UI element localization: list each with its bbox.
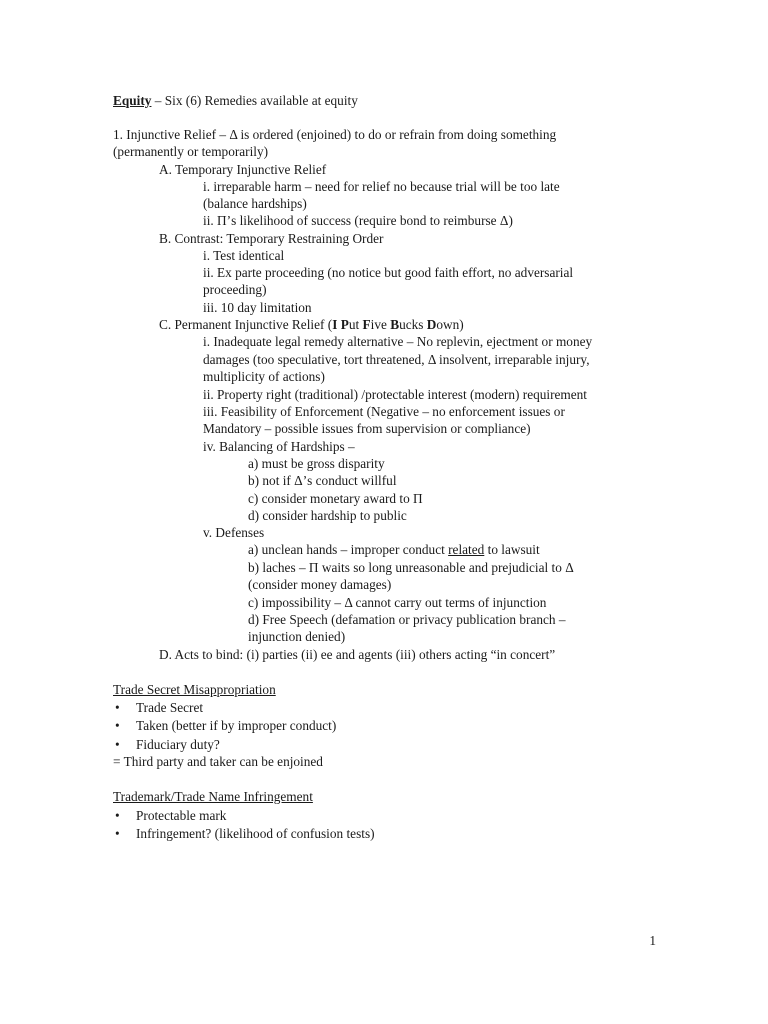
subitem-b-ii-line-1: ii. Ex parte proceeding (no notice but good faith effort, no adversarial — [203, 265, 574, 280]
subitem-b: B. Contrast: Temporary Restraining Order — [159, 231, 384, 246]
list-item-text: Fiduciary duty? — [136, 737, 220, 752]
subitem-c-v-a — [248, 541, 540, 558]
subitem-b-iii: iii. 10 day limitation — [203, 300, 312, 315]
bullet-icon: • — [115, 808, 120, 823]
subitem-c-prefix: C. Permanent Injunctive Relief ( — [159, 317, 333, 332]
section-heading — [113, 92, 358, 109]
subitem-c-v-d-line-2: injunction denied) — [248, 629, 346, 644]
list-item-text: Protectable mark — [136, 808, 227, 823]
subitem-a-i-line-1: i. irreparable harm – need for relief no because trial will be too late — [203, 179, 560, 194]
list-item — [113, 825, 375, 842]
subitem-c-v-b-line-1: b) laches – Π waits so long unreasonable and prejudicial to Δ — [248, 560, 574, 575]
subitem-c-iv-d: d) consider hardship to public — [248, 508, 407, 523]
subitem-c-i-line-1: i. Inadequate legal remedy alternative – No replevin, ejectment or money — [203, 334, 593, 349]
mnemonic-p: P — [340, 317, 349, 332]
bullet-icon: • — [115, 700, 120, 715]
subitem-c-v-b-line-2: (consider money damages) — [248, 577, 392, 592]
defense-a-underlined: related — [448, 542, 485, 557]
subitem-a-ii: ii. Π’s likelihood of success (require bond to reimburse Δ) — [203, 213, 513, 228]
subitem-c-v-c: c) impossibility – Δ cannot carry out terms of injunction — [248, 595, 547, 610]
mnemonic-ive: ive — [370, 317, 391, 332]
subitem-c-v-d-line-1: d) Free Speech (defamation or privacy publication branch – — [248, 612, 566, 627]
mnemonic-ucks: ucks — [399, 317, 427, 332]
bullet-icon: • — [115, 737, 120, 752]
trade-secret-title: Trade Secret Misappropriation — [113, 682, 276, 697]
list-item — [113, 807, 227, 824]
subitem-c — [159, 316, 464, 333]
list-item-text: Trade Secret — [136, 700, 204, 715]
list-item-text: Infringement? (likelihood of confusion tests) — [136, 826, 375, 841]
bullet-icon: • — [115, 718, 120, 733]
list-item — [113, 736, 220, 753]
item-1-line-2: (permanently or temporarily) — [113, 144, 269, 159]
trade-secret-conclusion: = Third party and taker can be enjoined — [113, 754, 323, 769]
heading-rest: – Six (6) Remedies available at equity — [151, 93, 358, 108]
mnemonic-f: F — [362, 317, 371, 332]
subitem-c-iv: iv. Balancing of Hardships – — [203, 439, 355, 454]
mnemonic-ut: ut — [348, 317, 363, 332]
subitem-d: D. Acts to bind: (i) parties (ii) ee and agents (iii) others acting “in concert” — [159, 647, 556, 662]
heading-title: Equity — [113, 93, 152, 108]
subitem-c-i-line-3: multiplicity of actions) — [203, 369, 325, 384]
subitem-c-iii-line-2: Mandatory – possible issues from supervision or compliance) — [203, 421, 531, 436]
mnemonic-own: own) — [436, 317, 464, 332]
bullet-icon: • — [115, 826, 120, 841]
defense-a-prefix: a) unclean hands – improper conduct — [248, 542, 449, 557]
subitem-b-ii-line-2: proceeding) — [203, 282, 267, 297]
list-item — [113, 699, 204, 716]
list-item — [113, 717, 337, 734]
mnemonic-b: B — [390, 317, 400, 332]
item-1-line-1: 1. Injunctive Relief – Δ is ordered (enjoined) to do or refrain from doing something — [113, 127, 557, 142]
subitem-c-iv-a: a) must be gross disparity — [248, 456, 385, 471]
subitem-a: A. Temporary Injunctive Relief — [159, 162, 327, 177]
page-number: 1 — [649, 933, 656, 948]
subitem-c-iv-c: c) consider monetary award to Π — [248, 491, 423, 506]
subitem-b-i: i. Test identical — [203, 248, 285, 263]
subitem-c-iii-line-1: iii. Feasibility of Enforcement (Negative – no enforcement issues or — [203, 404, 565, 419]
subitem-a-i-line-2: (balance hardships) — [203, 196, 307, 211]
subitem-c-i-line-2: damages (too speculative, tort threatened, Δ insolvent, irreparable injury, — [203, 352, 590, 367]
list-item-text: Taken (better if by improper conduct) — [136, 718, 337, 733]
trademark-title: Trademark/Trade Name Infringement — [113, 789, 313, 804]
subitem-c-iv-b: b) not if Δ’s conduct willful — [248, 473, 397, 488]
subitem-c-ii: ii. Property right (traditional) /protectable interest (modern) requirement — [203, 387, 587, 402]
mnemonic-d: D — [426, 317, 437, 332]
defense-a-suffix: to lawsuit — [484, 542, 540, 557]
subitem-c-v: v. Defenses — [203, 525, 265, 540]
mnemonic-i: I — [332, 317, 338, 332]
